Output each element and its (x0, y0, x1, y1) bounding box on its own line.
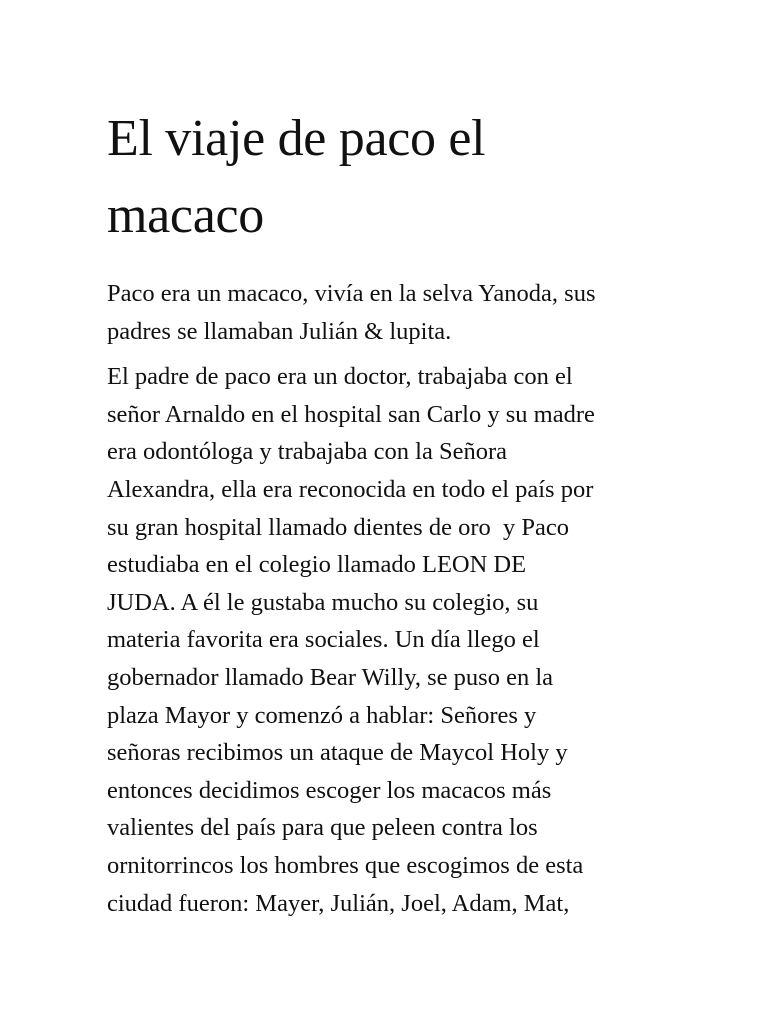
text-line: estudiaba en el colegio llamado LEON DE (107, 551, 527, 579)
text-line: JUDA. A él le gustaba mucho su colegio, su (107, 588, 539, 616)
text-line: señoras recibimos un ataque de Maycol Holy y (107, 739, 568, 767)
title-line: El viaje de paco el (107, 110, 486, 167)
text-line: entonces decidimos escoger los macacos más (107, 776, 552, 804)
paragraph-intro (107, 275, 677, 350)
text-line: gobernador llamado Bear Willy, se puso en la (107, 663, 554, 691)
document-title (107, 100, 677, 254)
text-line: El padre de paco era un doctor, trabajaba con el (107, 363, 573, 391)
text-line: señor Arnaldo en el hospital san Carlo y su madre (107, 400, 595, 428)
text-line: ciudad fueron: Mayer, Julián, Joel, Adam, Mat, (107, 889, 570, 917)
title-line: macaco (107, 187, 264, 244)
text-line: plaza Mayor y comenzó a hablar: Señores y (107, 701, 537, 729)
text-line: valientes del país para que peleen contra los (107, 814, 538, 842)
text-line: Paco era un macaco, vivía en la selva Yanoda, sus (107, 280, 596, 307)
text-line: era odontóloga y trabajaba con la Señora (107, 438, 508, 466)
text-line: Alexandra, ella era reconocida en todo el país por (107, 475, 594, 503)
text-line: su gran hospital llamado dientes de oro y Paco (107, 513, 569, 541)
text-line: ornitorrincos los hombres que escogimos de esta (107, 851, 584, 879)
text-line: padres se llamaban Julián & lupita. (107, 317, 452, 345)
document-page (107, 100, 677, 930)
paragraph-body (107, 358, 677, 922)
text-line: materia favorita era sociales. Un día llego el (107, 626, 540, 654)
